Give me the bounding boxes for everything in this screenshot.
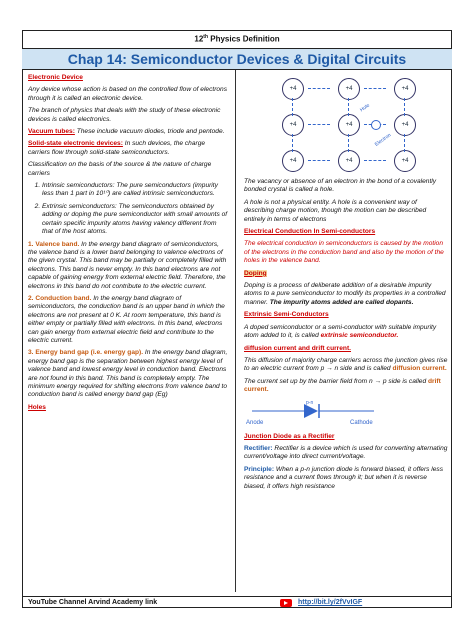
heading-vacuum-tubes: Vacuum tubes: [28,128,75,136]
atom: +4 [282,150,304,172]
atom: +4 [282,114,304,136]
atom: +4 [394,78,416,100]
vacuum-text: These include vacuum diodes, triode and pentode. [74,128,225,136]
gap-text: In the energy band diagram, energy band gap is the separation between highest energy level of valence band and lowest energy level in conduction band. Electrons are not found in this band. This band is completely empty. The minimum energy required for shifting electrons from valence band to conduction band is called energy band gap (Eg) [28,349,228,399]
atom: +4 [394,114,416,136]
diode-anode-label: Anode [246,419,264,426]
header-number: 12 [194,34,204,44]
heading-electronic-device: Electronic Device [28,74,83,81]
page-header [0,34,474,44]
para-extrinsic [244,324,448,341]
bond [292,98,295,116]
right-column [244,74,448,495]
atom: +4 [282,78,304,100]
bond [308,124,330,127]
doping-bold: The impurity atoms added are called dopants. [269,298,414,306]
heading-holes: Holes [28,403,46,411]
principle-text: When a p-n junction diode is forward biased, it offers less resistance and a current flows through it; but when it is reverse biased, it offers high resistance [244,465,444,490]
extrinsic-text: A doped semiconductor or a semi-conductor with suitable impurity atom added to it, is called [244,323,437,340]
heading-rectifier: Junction Diode as a Rectifier [244,432,335,440]
heading-energy-gap: 3. Energy band gap (i.e. energy gap). [28,349,144,357]
diode-symbol [244,399,394,429]
bond [292,134,295,152]
rectifier-text: Rectifier is a device which is used for converting alternating current/voltage into direct current/voltage. [244,444,448,461]
conduction-text: In the energy band diagram of semiconductors, the conduction band is an upper band in which the electrons are not present at 0 K. At room temperature, this band is either empty or partially filled with electrons. In this band, electrons can gain energy from external electric field and contribute to the electric current. [28,294,225,344]
heading-diffusion-drift: diffusion current and drift current. [244,344,351,352]
extrinsic-red: extrinsic semiconductor. [320,332,399,340]
diffusion-red: diffusion current. [392,365,447,373]
para-drift [244,378,448,395]
drift-text: The current set up by the barrier field from n → p side is called [244,377,428,385]
atom: +4 [394,150,416,172]
bond [308,88,330,91]
para-electronic-device: Any device whose action is based on the controlled flow of electrons through it is called an electronic device. [28,86,228,102]
header-superscript: th [203,34,209,40]
drift-red: drift current. [244,377,441,394]
heading-conduction-band: 2. Conduction band. [28,294,92,302]
para-vacuum [28,128,228,136]
principle-head: Principle: [244,465,275,473]
bond [308,160,330,163]
solid-text: In such devices, the charge carriers flow through solid-state semiconductors. [28,140,206,156]
youtube-icon[interactable] [280,599,292,607]
para-hole-definition: The vacancy or absence of an electron in the bond of a covalently bonded crystal is called a hole. [244,178,437,194]
diffusion-text: This diffusion of majority charge carriers across the junction gives rise to an electric current from p → n side and is called [244,356,448,373]
semiconductor-list [28,182,228,236]
diode-cathode-label: Cathode [350,419,373,426]
heading-extrinsic: Extrinsic Semi-Conductors [244,311,329,319]
para-diffusion [244,357,448,374]
list-item-extrinsic: 2. Extrinsic semiconductors: The semiconductors obtained by adding or doping the pure semiconductor with small amounts of certain specific impurity atoms having valency different from that of the host atoms. [42,203,228,237]
diode-pn-label: p-n [306,399,314,406]
para-solid-state [28,140,228,157]
header-text: Physics Definition [208,34,280,44]
atom: +4 [338,114,360,136]
para-hole-entity: A hole is not a physical entity. A hole is a convenient way of describing charge motion, though the motion can be described entirely in terms of electrons [244,198,427,223]
electron-label: Electron [373,132,393,148]
para-electronics: The branch of physics that deals with the study of these electronic devices is called electronics. [28,107,221,123]
footer-link[interactable]: http://bit.ly/2fVvIGF [298,599,363,606]
bond [348,98,351,116]
bond [364,160,386,163]
chapter-title: Chap 14: Semiconductor Devices & Digital Circuits [22,48,452,70]
heading-doping: Doping [244,269,267,277]
rectifier-head: Rectifier: [244,444,273,452]
hole-label: Hole [359,102,371,114]
para-energy-gap [28,349,228,399]
hole-marker [371,120,381,130]
bond [404,98,407,116]
atom: +4 [338,78,360,100]
valence-text: In the energy band diagram of semiconductors, the valence band is a lower band belonging to valence electrons of the given crystal. This band may be partially or completely filled with electrons. This band is never empty. In this band electrons are not capable of gaining energy from external electric field. Therefore, the electrons in this band do not contribute to the electric current. [28,240,227,290]
bond [404,134,407,152]
heading-solid-state: Solid-state electronic devices: [28,140,123,148]
footer-channel: YouTube Channel Arvind Academy link [28,599,158,606]
para-doping [244,282,448,307]
left-column [28,74,228,416]
heading-electrical-conduction: Electrical Conduction In Semi-conductors [244,228,376,236]
heading-valence-band: 1. Valence band. [28,240,80,248]
bond [348,134,351,152]
bond [364,88,386,91]
column-divider [235,70,236,592]
para-electrical-conduction: The electrical conduction in semiconductors is caused by the motion of the electrons in the conduction band and also by the motion of the holes in the valence band. [244,240,444,265]
para-rectifier [244,445,448,462]
para-valence [28,241,228,291]
para-conduction [28,295,228,345]
atom: +4 [338,150,360,172]
para-principle [244,466,448,491]
page-footer [22,596,452,609]
para-classification: Classification on the basis of the source & the nature of charge carriers [28,161,212,177]
doping-text: Doping is a process of deliberate addition of a desirable impurity atoms to a pure semiconductor to modify its properties in a controlled manner. [244,282,446,306]
crystal-lattice-diagram [274,74,424,172]
list-item-intrinsic: 1. Intrinsic semiconductors: The pure semiconductors (impurity less than 1 part in 10¹⁰) are called intrinsic semiconductors. [42,182,228,199]
